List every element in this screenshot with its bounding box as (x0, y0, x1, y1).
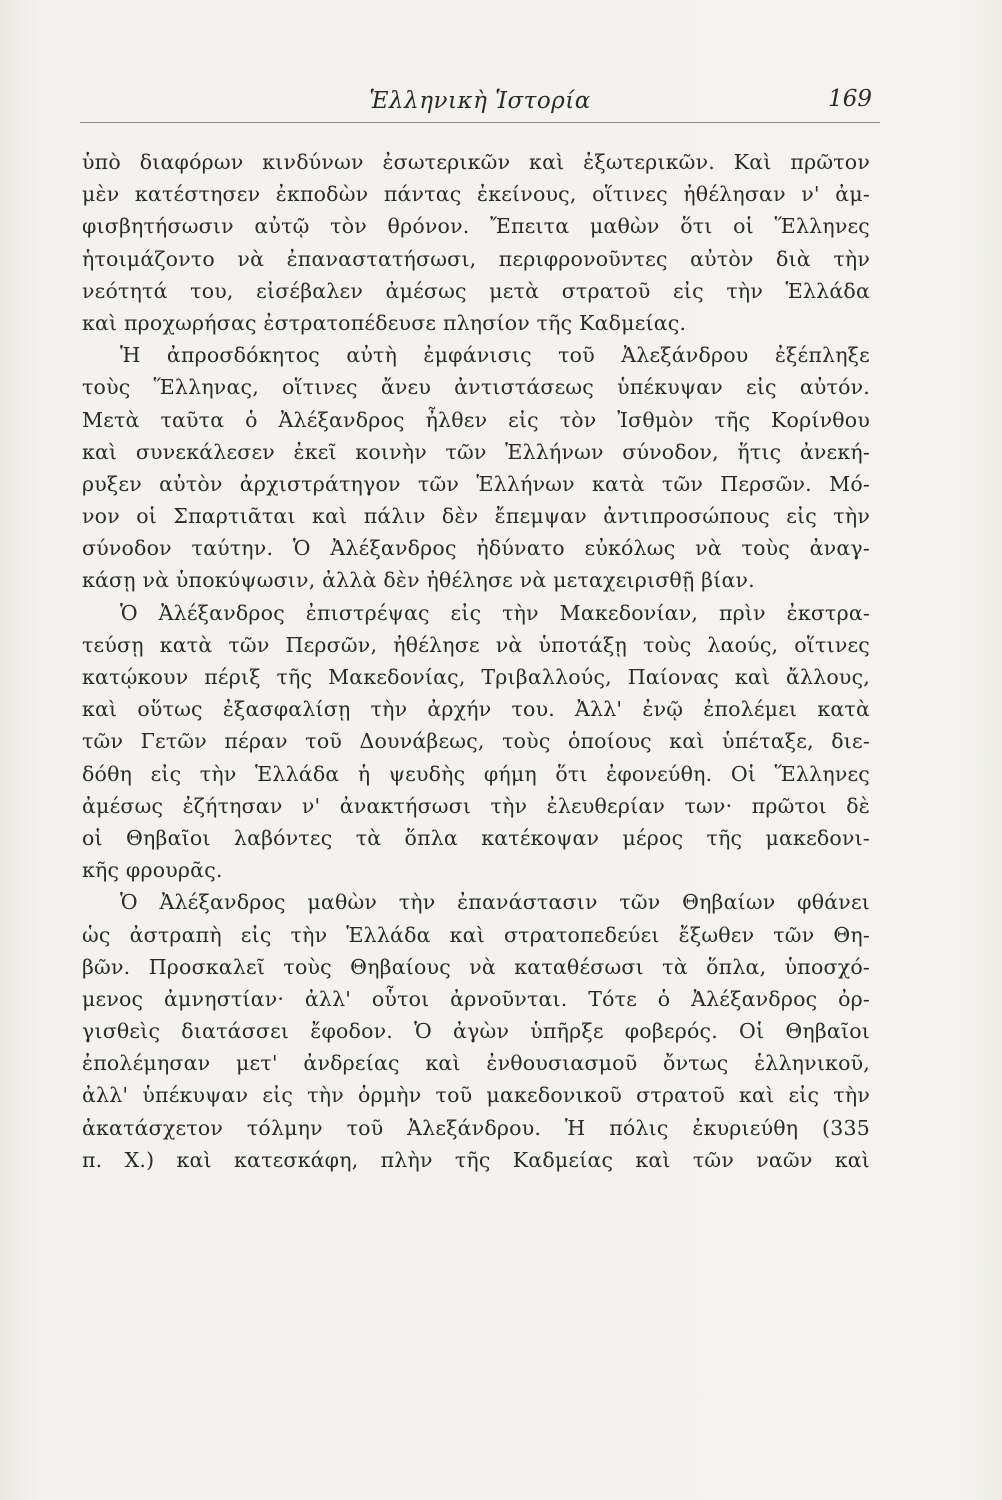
text-line: ὡς ἀστραπὴ εἰς τὴν Ἑλλάδα καὶ στρατοπεδεύει ἔξωθεν τῶν Θη- (82, 922, 870, 947)
text-line: σύνοδον ταύτην. Ὁ Ἀλέξανδρος ἠδύνατο εὐκόλως νὰ τοὺς ἀναγ- (82, 536, 870, 561)
text-line: ρυξεν αὐτὸν ἀρχιστράτηγον τῶν Ἑλλήνων κατὰ τῶν Περσῶν. Μό- (82, 471, 870, 496)
text-line: Ἡ ἀπροσδόκητος αὐτὴ ἐμφάνισις τοῦ Ἀλεξάνδρου ἐξέπληξε (120, 343, 870, 368)
text-line: κῆς φρουρᾶς. (82, 858, 223, 883)
text-line: γισθεὶς διατάσσει ἔφοδον. Ὁ ἀγὼν ὑπῆρξε φοβερός. Οἱ Θηβαῖοι (82, 1019, 870, 1044)
text-line: ἡτοιμάζοντο νὰ ἐπαναστατήσωσι, περιφρονοῦντες αὐτὸν διὰ τὴν (82, 246, 870, 271)
text-line: ἀκατάσχετον τόλμην τοῦ Ἀλεξάνδρου. Ἡ πόλις ἐκυριεύθη (335 (82, 1115, 870, 1140)
text-line: καὶ προχωρήσας ἐστρατοπέδευσε πλησίον τῆς Καδμείας. (82, 310, 687, 335)
text-line: καὶ συνεκάλεσεν ἐκεῖ κοινὴν τῶν Ἑλλήνων σύνοδον, ἥτις ἀνεκή- (82, 439, 870, 464)
text-line: μενος ἀμνηστίαν· ἀλλ' οὗτοι ἀρνοῦνται. Τότε ὁ Ἀλέξανδρος ὀρ- (82, 986, 870, 1011)
text-line: Ὁ Ἀλέξανδρος μαθὼν τὴν ἐπανάστασιν τῶν Θηβαίων φθάνει (120, 890, 870, 915)
running-head (80, 82, 880, 123)
text-line: κατῴκουν πέριξ τῆς Μακεδονίας, Τριβαλλούς, Παίονας καὶ ἄλλους, (82, 665, 870, 689)
text-line: καὶ οὕτως ἐξασφαλίσῃ τὴν ἀρχήν του. Ἀλλ' ἐνῷ ἐπολέμει κατὰ (82, 697, 870, 722)
page-number: 169 (828, 86, 872, 112)
text-line: ὑπὸ διαφόρων κινδύνων ἐσωτερικῶν καὶ ἐξωτερικῶν. Καὶ πρῶτον (82, 150, 870, 174)
text-line: ἐπολέμησαν μετ' ἀνδρείας καὶ ἐνθουσιασμοῦ ὄντως ἑλληνικοῦ, (82, 1051, 870, 1076)
body-text (82, 146, 870, 1176)
text-line: π. Χ.) καὶ κατεσκάφη, πλὴν τῆς Καδμείας καὶ τῶν ναῶν καὶ (82, 1147, 870, 1172)
running-title: Ἑλληνικὴ Ἱστορία (369, 88, 591, 114)
text-line: βῶν. Προσκαλεῖ τοὺς Θηβαίους νὰ καταθέσωσι τὰ ὅπλα, ὑποσχό- (82, 954, 870, 979)
text-line: τοὺς Ἕλληνας, οἵτινες ἄνευ ἀντιστάσεως ὑπέκυψαν εἰς αὐτόν. (82, 375, 870, 400)
text-line: οἱ Θηβαῖοι λαβόντες τὰ ὅπλα κατέκοψαν μέρος τῆς μακεδονι- (82, 825, 870, 850)
text-line: τεύσῃ κατὰ τῶν Περσῶν, ἠθέλησε νὰ ὑποτάξῃ τοὺς λαούς, οἵτινες (82, 632, 870, 657)
text-line: νον οἱ Σπαρτιᾶται καὶ πάλιν δὲν ἔπεμψαν ἀντιπροσώπους εἰς τὴν (82, 504, 870, 529)
text-line: τῶν Γετῶν πέραν τοῦ Δουνάβεως, τοὺς ὁποίους καὶ ὑπέταξε, διε- (82, 729, 870, 754)
text-line: ἀμέσως ἐζήτησαν ν' ἀνακτήσωσι τὴν ἐλευθερίαν των· πρῶτοι δὲ (82, 793, 870, 818)
text-line: νεότητά του, εἰσέβαλεν ἀμέσως μετὰ στρατοῦ εἰς τὴν Ἑλλάδα (82, 278, 870, 303)
text-line: ἀλλ' ὑπέκυψαν εἰς τὴν ὁρμὴν τοῦ μακεδονικοῦ στρατοῦ καὶ εἰς τὴν (82, 1083, 870, 1108)
text-line: μὲν κατέστησεν ἐκποδὼν πάντας ἐκείνους, οἵτινες ἠθέλησαν ν' ἀμ- (82, 182, 870, 207)
text-line: Ὁ Ἀλέξανδρος ἐπιστρέψας εἰς τὴν Μακεδονίαν, πρὶν ἐκστρα- (120, 600, 870, 625)
text-line: δόθη εἰς τὴν Ἑλλάδα ἡ ψευδὴς φήμη ὅτι ἐφονεύθη. Οἱ Ἕλληνες (82, 761, 870, 786)
text-line: κάσῃ νὰ ὑποκύψωσιν, ἀλλὰ δὲν ἠθέλησε νὰ μεταχειρισθῇ βίαν. (82, 568, 755, 593)
text-line: Μετὰ ταῦτα ὁ Ἀλέξανδρος ἦλθεν εἰς τὸν Ἰσθμὸν τῆς Κορίνθου (82, 407, 870, 432)
text-line: φισβητήσωσιν αὐτῷ τὸν θρόνον. Ἔπειτα μαθὼν ὅτι οἱ Ἕλληνες (82, 214, 870, 239)
